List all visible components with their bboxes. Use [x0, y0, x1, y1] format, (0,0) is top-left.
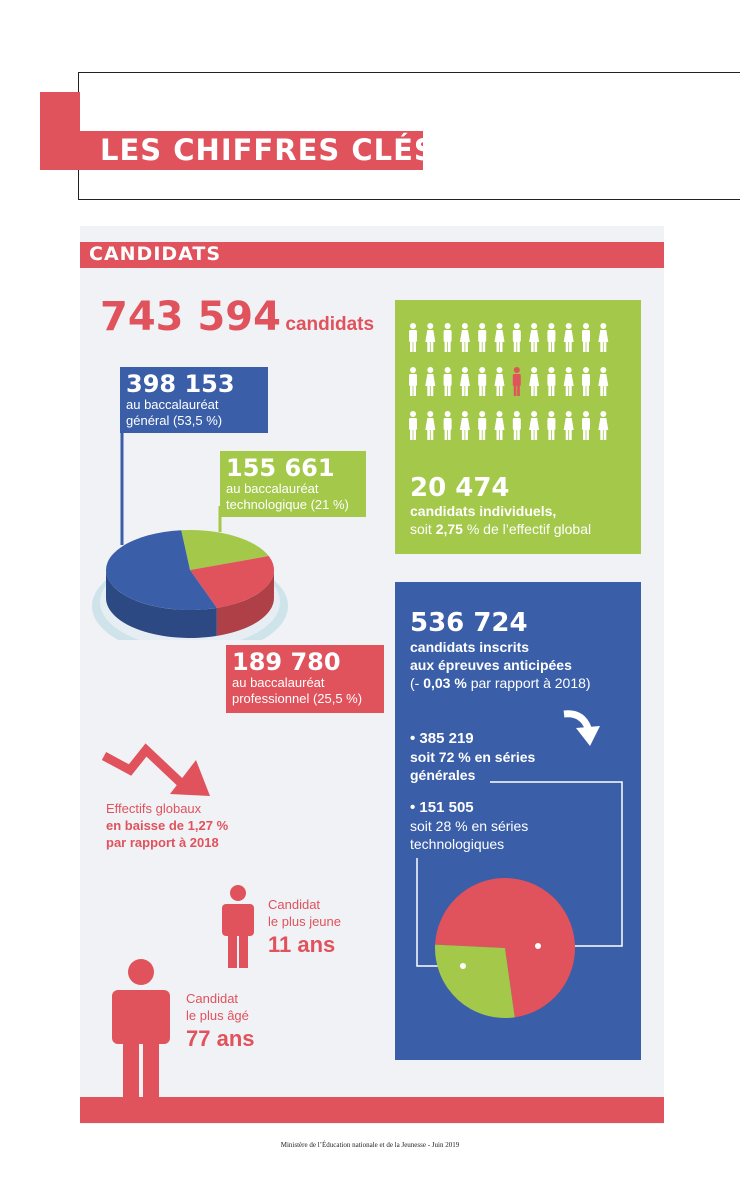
person-icon — [425, 367, 435, 396]
person-icon — [513, 323, 521, 352]
person-icon — [598, 367, 608, 396]
person-icon — [444, 411, 452, 440]
anticipees-line1: candidats inscrits — [410, 639, 530, 655]
anticipees-value: 536 724 — [410, 608, 528, 638]
technologique-label1: au baccalauréat — [226, 481, 319, 496]
person-icon — [495, 411, 505, 440]
technologiques-line2: technologiques — [410, 836, 505, 852]
series-pie-chart — [395, 770, 641, 1030]
person-icon — [478, 323, 486, 352]
person-icon — [582, 323, 590, 352]
individuels-text — [410, 474, 640, 538]
general-label1: au baccalauréat — [126, 397, 219, 412]
person-icon — [495, 323, 505, 352]
individuels-line1: candidats individuels, — [410, 503, 557, 519]
series-pie-slices — [435, 878, 575, 1018]
age-text — [186, 990, 255, 1054]
jeune-line1: Candidat — [268, 897, 321, 912]
person-icon — [598, 411, 608, 440]
person-icon-highlight — [513, 367, 521, 396]
person-icon — [478, 367, 486, 396]
total-unit: candidats — [285, 314, 375, 335]
person-icon — [547, 411, 555, 440]
anticipees-line2: aux épreuves anticipées — [410, 657, 572, 673]
section-title: CANDIDATS — [89, 243, 222, 265]
anticipees-line3 — [410, 674, 638, 692]
person-icon — [529, 367, 539, 396]
people-grid — [405, 322, 635, 442]
jeune-text — [268, 896, 341, 960]
anticipees-line3-a: (- — [410, 675, 424, 691]
technologique-value: 155 661 — [226, 454, 335, 482]
baisse-line2: en baisse de 1,27 % — [106, 818, 229, 833]
individuels-line2 — [410, 520, 640, 538]
professionnel-value: 189 780 — [232, 648, 341, 676]
total-candidates — [100, 294, 374, 340]
jeune-age: 11 ans — [268, 932, 336, 957]
general-label2: général (53,5 %) — [126, 413, 223, 428]
person-icon — [582, 367, 590, 396]
person-icon — [495, 367, 505, 396]
anticipees-line3-b: 0,03 % — [423, 675, 467, 691]
general-value: 398 153 — [126, 370, 235, 398]
bottom-bar — [80, 1097, 664, 1123]
series-slice-1 — [435, 945, 515, 1018]
professionnel-box — [226, 645, 384, 713]
person-icon — [564, 367, 574, 396]
age-line1: Candidat — [186, 991, 239, 1006]
general-box — [120, 367, 268, 433]
generales-value: • 385 219 — [410, 730, 474, 747]
person-icon — [425, 323, 435, 352]
person-icon — [460, 323, 470, 352]
age-value: 77 ans — [186, 1026, 255, 1051]
technologique-label2: technologique (21 %) — [226, 497, 349, 512]
individuels-line2-b: 2,75 — [435, 521, 463, 537]
old-person-icon — [108, 958, 174, 1098]
person-icon — [478, 411, 486, 440]
technologiques-value: • 151 505 — [410, 799, 474, 816]
person-icon — [513, 411, 521, 440]
professionnel-label1: au baccalauréat — [232, 675, 325, 690]
generales-line1: soit 72 % en séries — [410, 749, 536, 765]
person-icon — [409, 323, 417, 352]
technologiques-line1: soit 28 % en séries — [410, 818, 529, 834]
trend-down-icon — [100, 742, 220, 802]
person-icon — [564, 411, 574, 440]
professionnel-label2: professionnel (25,5 %) — [232, 691, 363, 706]
callout-dot-technologiques — [460, 963, 466, 969]
person-icon — [529, 323, 539, 352]
individuels-line2-c: % de l’effectif global — [462, 521, 592, 537]
anticipees-line3-c: par rapport à 2018) — [466, 675, 591, 691]
anticipees-text — [410, 608, 638, 692]
technologique-box — [220, 451, 366, 517]
baisse-text — [106, 800, 228, 851]
title-accent — [40, 92, 80, 170]
callout-dot-generales — [535, 943, 541, 949]
person-icon — [598, 323, 608, 352]
person-icon — [444, 367, 452, 396]
person-icon — [409, 411, 417, 440]
generales-line2: générales — [410, 767, 476, 783]
baisse-line3: par rapport à 2018 — [106, 835, 219, 850]
footer-text: Ministère de l’Éducation nationale et de la Jeunesse - Juin 2019 — [280, 1141, 460, 1149]
person-icon — [425, 411, 435, 440]
person-icon — [547, 323, 555, 352]
person-icon — [564, 323, 574, 352]
jeune-line2: le plus jeune — [268, 914, 341, 929]
total-value: 743 594 — [100, 294, 281, 340]
bac-pie-slices — [92, 530, 288, 640]
person-icon — [582, 411, 590, 440]
age-line2: le plus âgé — [186, 1008, 249, 1023]
person-icon — [529, 411, 539, 440]
person-icon — [409, 367, 417, 396]
young-person-icon — [218, 884, 258, 970]
individuels-value: 20 474 — [410, 473, 510, 503]
person-icon — [547, 367, 555, 396]
page-title: LES CHIFFRES CLÉS — [100, 133, 436, 167]
individuels-line2-a: soit — [410, 521, 436, 537]
person-icon — [460, 411, 470, 440]
person-icon — [460, 367, 470, 396]
person-icon — [444, 323, 452, 352]
baisse-line1: Effectifs globaux — [106, 801, 202, 816]
